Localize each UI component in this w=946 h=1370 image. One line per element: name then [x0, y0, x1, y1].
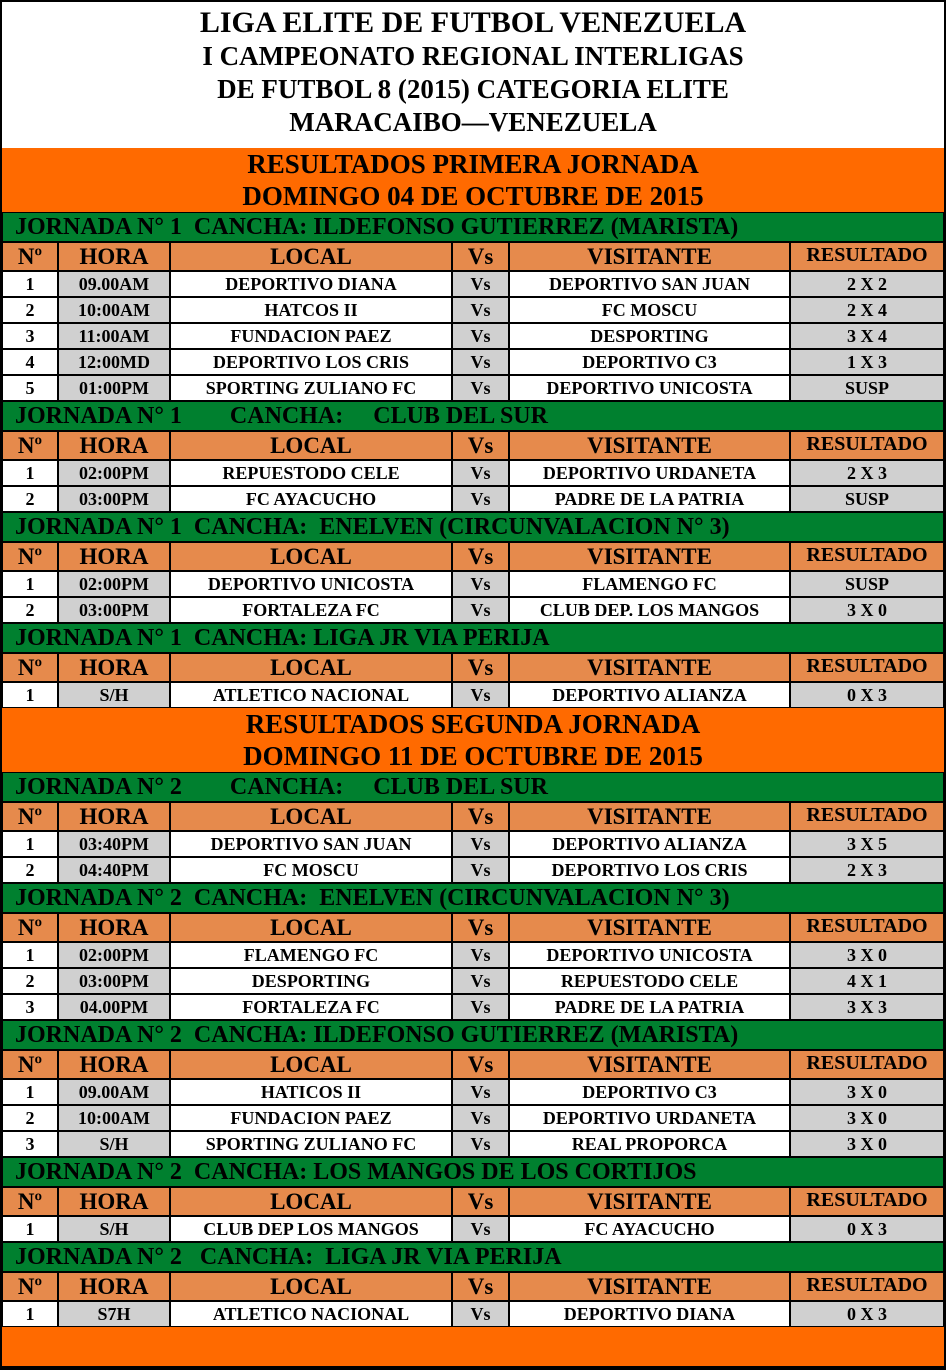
cell-vs: Vs — [452, 597, 509, 623]
cell-local-team: CLUB DEP LOS MANGOS — [170, 1216, 452, 1242]
match-row — [2, 1301, 944, 1327]
cell-vs: Vs — [452, 349, 509, 375]
cell-result: 2 X 4 — [790, 297, 944, 323]
col-header-result: RESULTADO — [790, 1272, 944, 1301]
cell-number: 1 — [2, 1216, 58, 1242]
round-title — [2, 708, 944, 772]
cell-number: 1 — [2, 831, 58, 857]
col-header-visitor: VISITANTE — [509, 802, 790, 831]
cell-local-team: DEPORTIVO UNICOSTA — [170, 571, 452, 597]
cell-number: 2 — [2, 297, 58, 323]
results-sheet — [2, 2, 944, 1366]
cell-result: 0 X 3 — [790, 682, 944, 708]
table-header-row — [2, 542, 944, 571]
cell-time: 11:00AM — [58, 323, 170, 349]
col-header-number: Nº — [2, 1050, 58, 1079]
cell-local-team: DEPORTIVO LOS CRIS — [170, 349, 452, 375]
cell-time: 02:00PM — [58, 460, 170, 486]
cell-vs: Vs — [452, 1131, 509, 1157]
col-header-time: HORA — [58, 1187, 170, 1216]
round-title — [2, 148, 944, 212]
col-header-vs: Vs — [452, 542, 509, 571]
cell-result: SUSP — [790, 375, 944, 401]
match-row — [2, 857, 944, 883]
round-title-line-2: DOMINGO 04 DE OCTUBRE DE 2015 — [242, 181, 704, 211]
cell-time: 01:00PM — [58, 375, 170, 401]
cell-local-team: DESPORTING — [170, 968, 452, 994]
cell-result: 3 X 0 — [790, 1105, 944, 1131]
col-header-local: LOCAL — [170, 242, 452, 271]
cell-visiting-team: PADRE DE LA PATRIA — [509, 486, 790, 512]
header-line-1: LIGA ELITE DE FUTBOL VENEZUELA — [199, 6, 747, 39]
match-row — [2, 682, 944, 708]
col-header-visitor: VISITANTE — [509, 242, 790, 271]
col-header-local: LOCAL — [170, 802, 452, 831]
cell-local-team: FUNDACION PAEZ — [170, 323, 452, 349]
cell-number: 1 — [2, 271, 58, 297]
cell-visiting-team: REAL PROPORCA — [509, 1131, 790, 1157]
cell-local-team: DEPORTIVO DIANA — [170, 271, 452, 297]
cell-visiting-team: DEPORTIVO ALIANZA — [509, 682, 790, 708]
cell-number: 3 — [2, 323, 58, 349]
cell-result: SUSP — [790, 486, 944, 512]
cell-number: 2 — [2, 968, 58, 994]
field-label: JORNADA N° 1 CANCHA: ENELVEN (CIRCUNVALACION N° 3) — [2, 512, 944, 542]
cell-vs: Vs — [452, 271, 509, 297]
field-label: JORNADA N° 2 CANCHA: ILDEFONSO GUTIERREZ (MARISTA) — [2, 1020, 944, 1050]
cell-local-team: FORTALEZA FC — [170, 597, 452, 623]
cell-local-team: ATLETICO NACIONAL — [170, 1301, 452, 1327]
col-header-time: HORA — [58, 1272, 170, 1301]
cell-visiting-team: DEPORTIVO ALIANZA — [509, 831, 790, 857]
round-title-line-1: RESULTADOS PRIMERA JORNADA — [247, 149, 699, 179]
col-header-vs: Vs — [452, 1050, 509, 1079]
cell-time: 02:00PM — [58, 942, 170, 968]
cell-vs: Vs — [452, 1105, 509, 1131]
cell-time: 04.00PM — [58, 994, 170, 1020]
col-header-result: RESULTADO — [790, 913, 944, 942]
cell-visiting-team: DEPORTIVO URDANETA — [509, 1105, 790, 1131]
cell-visiting-team: DEPORTIVO UNICOSTA — [509, 942, 790, 968]
cell-vs: Vs — [452, 486, 509, 512]
cell-result: 3 X 0 — [790, 1079, 944, 1105]
cell-result: 3 X 0 — [790, 597, 944, 623]
col-header-local: LOCAL — [170, 431, 452, 460]
round-title-line-2: DOMINGO 11 DE OCTUBRE DE 2015 — [243, 741, 703, 771]
field-label: JORNADA N° 2 CANCHA: CLUB DEL SUR — [2, 772, 944, 802]
col-header-vs: Vs — [452, 242, 509, 271]
cell-time: 09.00AM — [58, 271, 170, 297]
field-label: JORNADA N° 2 CANCHA: LOS MANGOS DE LOS CORTIJOS — [2, 1157, 944, 1187]
col-header-visitor: VISITANTE — [509, 542, 790, 571]
cell-result: 3 X 4 — [790, 323, 944, 349]
cell-vs: Vs — [452, 857, 509, 883]
cell-time: 12:00MD — [58, 349, 170, 375]
cell-local-team: HATICOS II — [170, 1079, 452, 1105]
col-header-vs: Vs — [452, 653, 509, 682]
col-header-result: RESULTADO — [790, 653, 944, 682]
cell-number: 1 — [2, 1301, 58, 1327]
cell-number: 2 — [2, 1105, 58, 1131]
table-header-row — [2, 913, 944, 942]
cell-local-team: FLAMENGO FC — [170, 942, 452, 968]
col-header-time: HORA — [58, 431, 170, 460]
cell-result: 0 X 3 — [790, 1216, 944, 1242]
cell-vs: Vs — [452, 831, 509, 857]
field-label: JORNADA N° 1 CANCHA: ILDEFONSO GUTIERREZ (MARISTA) — [2, 212, 944, 242]
match-row — [2, 486, 944, 512]
cell-visiting-team: DEPORTIVO DIANA — [509, 1301, 790, 1327]
col-header-time: HORA — [58, 542, 170, 571]
cell-visiting-team: PADRE DE LA PATRIA — [509, 994, 790, 1020]
cell-time: S/H — [58, 1216, 170, 1242]
match-row — [2, 1079, 944, 1105]
cell-number: 3 — [2, 994, 58, 1020]
cell-time: S/H — [58, 1131, 170, 1157]
field-label: JORNADA N° 2 CANCHA: ENELVEN (CIRCUNVALACION N° 3) — [2, 883, 944, 913]
header-line-2: I CAMPEONATO REGIONAL INTERLIGAS — [202, 41, 744, 71]
match-row — [2, 942, 944, 968]
match-row — [2, 571, 944, 597]
cell-local-team: SPORTING ZULIANO FC — [170, 1131, 452, 1157]
match-row — [2, 968, 944, 994]
match-row — [2, 831, 944, 857]
col-header-visitor: VISITANTE — [509, 1187, 790, 1216]
cell-time: 10:00AM — [58, 1105, 170, 1131]
match-row — [2, 297, 944, 323]
table-header-row — [2, 653, 944, 682]
match-row — [2, 1216, 944, 1242]
cell-visiting-team: DEPORTIVO URDANETA — [509, 460, 790, 486]
cell-vs: Vs — [452, 375, 509, 401]
cell-number: 2 — [2, 857, 58, 883]
col-header-time: HORA — [58, 802, 170, 831]
cell-number: 4 — [2, 349, 58, 375]
cell-vs: Vs — [452, 968, 509, 994]
col-header-vs: Vs — [452, 802, 509, 831]
cell-visiting-team: DEPORTIVO SAN JUAN — [509, 271, 790, 297]
col-header-vs: Vs — [452, 431, 509, 460]
cell-time: 04:40PM — [58, 857, 170, 883]
header-line-4: MARACAIBO—VENEZUELA — [289, 107, 657, 137]
cell-vs: Vs — [452, 682, 509, 708]
cell-result: 3 X 0 — [790, 942, 944, 968]
cell-time: 03:00PM — [58, 486, 170, 512]
col-header-number: Nº — [2, 242, 58, 271]
cell-local-team: ATLETICO NACIONAL — [170, 682, 452, 708]
col-header-time: HORA — [58, 1050, 170, 1079]
cell-result: 2 X 3 — [790, 460, 944, 486]
cell-time: S/H — [58, 682, 170, 708]
match-row — [2, 460, 944, 486]
match-row — [2, 1105, 944, 1131]
cell-number: 1 — [2, 682, 58, 708]
cell-local-team: FUNDACION PAEZ — [170, 1105, 452, 1131]
cell-local-team: FORTALEZA FC — [170, 994, 452, 1020]
cell-vs: Vs — [452, 994, 509, 1020]
cell-time: 03:40PM — [58, 831, 170, 857]
cell-result: 2 X 3 — [790, 857, 944, 883]
col-header-local: LOCAL — [170, 1272, 452, 1301]
cell-result: 3 X 3 — [790, 994, 944, 1020]
match-row — [2, 375, 944, 401]
table-header-row — [2, 242, 944, 271]
col-header-local: LOCAL — [170, 1187, 452, 1216]
col-header-number: Nº — [2, 542, 58, 571]
col-header-visitor: VISITANTE — [509, 1050, 790, 1079]
col-header-local: LOCAL — [170, 913, 452, 942]
col-header-local: LOCAL — [170, 653, 452, 682]
col-header-time: HORA — [58, 653, 170, 682]
col-header-time: HORA — [58, 242, 170, 271]
cell-visiting-team: DESPORTING — [509, 323, 790, 349]
round-title-line-1: RESULTADOS SEGUNDA JORNADA — [245, 709, 701, 739]
match-row — [2, 1131, 944, 1157]
col-header-result: RESULTADO — [790, 802, 944, 831]
table-header-row — [2, 1272, 944, 1301]
cell-result: SUSP — [790, 571, 944, 597]
cell-visiting-team: FC AYACUCHO — [509, 1216, 790, 1242]
cell-local-team: HATCOS II — [170, 297, 452, 323]
cell-result: 4 X 1 — [790, 968, 944, 994]
field-label: JORNADA N° 1 CANCHA: CLUB DEL SUR — [2, 401, 944, 431]
cell-local-team: REPUESTODO CELE — [170, 460, 452, 486]
cell-visiting-team: FLAMENGO FC — [509, 571, 790, 597]
col-header-visitor: VISITANTE — [509, 653, 790, 682]
cell-number: 2 — [2, 486, 58, 512]
col-header-result: RESULTADO — [790, 1187, 944, 1216]
cell-visiting-team: REPUESTODO CELE — [509, 968, 790, 994]
col-header-visitor: VISITANTE — [509, 431, 790, 460]
cell-result: 0 X 3 — [790, 1301, 944, 1327]
cell-visiting-team: DEPORTIVO C3 — [509, 349, 790, 375]
cell-number: 5 — [2, 375, 58, 401]
cell-time: 02:00PM — [58, 571, 170, 597]
header-line-3: DE FUTBOL 8 (2015) CATEGORIA ELITE — [217, 74, 729, 104]
cell-local-team: SPORTING ZULIANO FC — [170, 375, 452, 401]
col-header-vs: Vs — [452, 1187, 509, 1216]
cell-time: 03:00PM — [58, 968, 170, 994]
col-header-local: LOCAL — [170, 542, 452, 571]
col-header-visitor: VISITANTE — [509, 913, 790, 942]
cell-vs: Vs — [452, 323, 509, 349]
cell-vs: Vs — [452, 1216, 509, 1242]
field-label: JORNADA N° 1 CANCHA: LIGA JR VIA PERIJA — [2, 623, 944, 653]
col-header-number: Nº — [2, 1272, 58, 1301]
cell-vs: Vs — [452, 1079, 509, 1105]
cell-vs: Vs — [452, 297, 509, 323]
col-header-visitor: VISITANTE — [509, 1272, 790, 1301]
cell-local-team: DEPORTIVO SAN JUAN — [170, 831, 452, 857]
col-header-result: RESULTADO — [790, 542, 944, 571]
col-header-number: Nº — [2, 1187, 58, 1216]
cell-result: 3 X 5 — [790, 831, 944, 857]
cell-time: 10:00AM — [58, 297, 170, 323]
cell-vs: Vs — [452, 571, 509, 597]
match-row — [2, 323, 944, 349]
table-header-row — [2, 802, 944, 831]
col-header-result: RESULTADO — [790, 431, 944, 460]
cell-number: 1 — [2, 942, 58, 968]
table-header-row — [2, 1050, 944, 1079]
cell-time: 03:00PM — [58, 597, 170, 623]
cell-time: S7H — [58, 1301, 170, 1327]
cell-number: 3 — [2, 1131, 58, 1157]
cell-result: 1 X 3 — [790, 349, 944, 375]
col-header-result: RESULTADO — [790, 1050, 944, 1079]
match-row — [2, 597, 944, 623]
field-label: JORNADA N° 2 CANCHA: LIGA JR VIA PERIJA — [2, 1242, 944, 1272]
cell-local-team: FC AYACUCHO — [170, 486, 452, 512]
col-header-number: Nº — [2, 431, 58, 460]
cell-visiting-team: FC MOSCU — [509, 297, 790, 323]
cell-result: 2 X 2 — [790, 271, 944, 297]
cell-result: 3 X 0 — [790, 1131, 944, 1157]
cell-local-team: FC MOSCU — [170, 857, 452, 883]
col-header-local: LOCAL — [170, 1050, 452, 1079]
cell-visiting-team: CLUB DEP. LOS MANGOS — [509, 597, 790, 623]
col-header-result: RESULTADO — [790, 242, 944, 271]
col-header-number: Nº — [2, 653, 58, 682]
match-row — [2, 994, 944, 1020]
cell-number: 1 — [2, 1079, 58, 1105]
match-row — [2, 349, 944, 375]
cell-vs: Vs — [452, 460, 509, 486]
cell-visiting-team: DEPORTIVO C3 — [509, 1079, 790, 1105]
col-header-number: Nº — [2, 913, 58, 942]
cell-vs: Vs — [452, 1301, 509, 1327]
table-header-row — [2, 431, 944, 460]
cell-number: 1 — [2, 460, 58, 486]
col-header-time: HORA — [58, 913, 170, 942]
match-row — [2, 271, 944, 297]
cell-time: 09.00AM — [58, 1079, 170, 1105]
col-header-number: Nº — [2, 802, 58, 831]
col-header-vs: Vs — [452, 913, 509, 942]
cell-visiting-team: DEPORTIVO LOS CRIS — [509, 857, 790, 883]
cell-number: 1 — [2, 571, 58, 597]
cell-number: 2 — [2, 597, 58, 623]
cell-visiting-team: DEPORTIVO UNICOSTA — [509, 375, 790, 401]
table-header-row — [2, 1187, 944, 1216]
col-header-vs: Vs — [452, 1272, 509, 1301]
cell-vs: Vs — [452, 942, 509, 968]
document-header — [2, 2, 944, 148]
